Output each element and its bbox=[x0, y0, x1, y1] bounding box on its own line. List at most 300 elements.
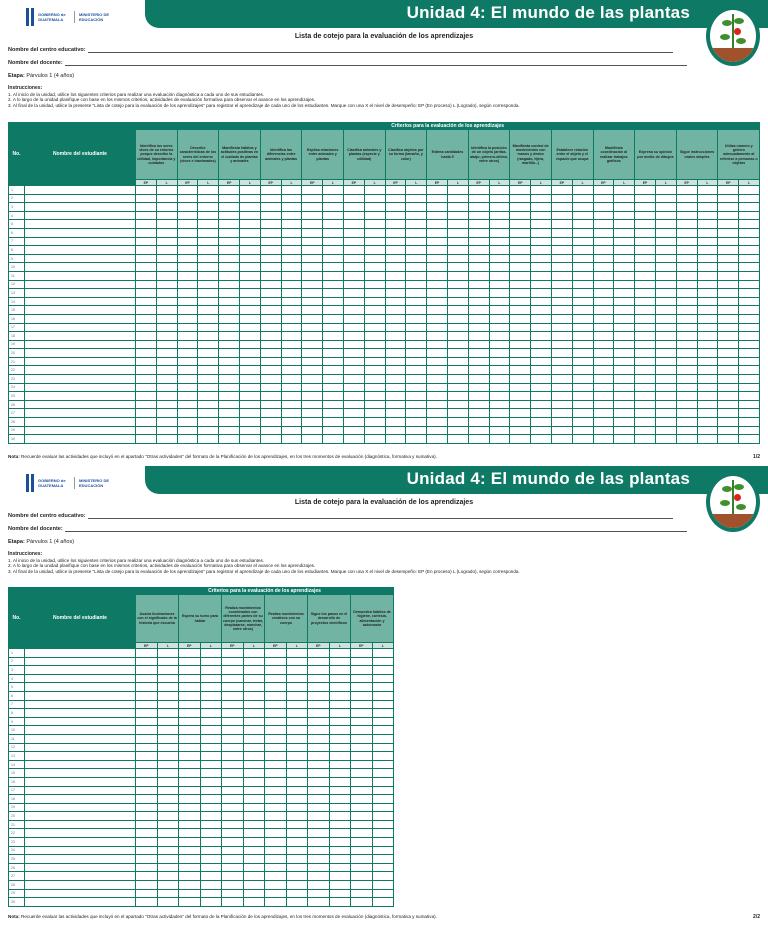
ep-checkbox-cell[interactable] bbox=[222, 829, 244, 838]
ep-checkbox-cell[interactable] bbox=[222, 838, 244, 847]
l-checkbox-cell[interactable] bbox=[697, 366, 718, 375]
ep-checkbox-cell[interactable] bbox=[265, 760, 287, 769]
ep-checkbox-cell[interactable] bbox=[676, 246, 697, 255]
l-checkbox-cell[interactable] bbox=[572, 228, 593, 237]
ep-checkbox-cell[interactable] bbox=[676, 418, 697, 427]
ep-checkbox-cell[interactable] bbox=[308, 726, 330, 735]
l-checkbox-cell[interactable] bbox=[323, 246, 344, 255]
ep-checkbox-cell[interactable] bbox=[551, 194, 572, 203]
l-checkbox-cell[interactable] bbox=[157, 838, 179, 847]
l-checkbox-cell[interactable] bbox=[329, 786, 351, 795]
l-checkbox-cell[interactable] bbox=[329, 855, 351, 864]
l-checkbox-cell[interactable] bbox=[572, 383, 593, 392]
ep-checkbox-cell[interactable] bbox=[302, 383, 323, 392]
ep-checkbox-cell[interactable] bbox=[343, 400, 364, 409]
l-checkbox-cell[interactable] bbox=[200, 709, 222, 718]
ep-checkbox-cell[interactable] bbox=[593, 186, 614, 195]
ep-checkbox-cell[interactable] bbox=[308, 803, 330, 812]
ep-checkbox-cell[interactable] bbox=[343, 237, 364, 246]
l-checkbox-cell[interactable] bbox=[198, 280, 219, 289]
l-checkbox-cell[interactable] bbox=[329, 666, 351, 675]
l-checkbox-cell[interactable] bbox=[364, 220, 385, 229]
l-checkbox-cell[interactable] bbox=[286, 700, 308, 709]
ep-checkbox-cell[interactable] bbox=[308, 700, 330, 709]
l-checkbox-cell[interactable] bbox=[406, 263, 427, 272]
student-name-cell[interactable] bbox=[25, 846, 136, 855]
l-checkbox-cell[interactable] bbox=[200, 881, 222, 890]
l-checkbox-cell[interactable] bbox=[572, 340, 593, 349]
l-checkbox-cell[interactable] bbox=[531, 306, 552, 315]
l-checkbox-cell[interactable] bbox=[329, 760, 351, 769]
l-checkbox-cell[interactable] bbox=[281, 323, 302, 332]
ep-checkbox-cell[interactable] bbox=[136, 271, 157, 280]
ep-checkbox-cell[interactable] bbox=[676, 375, 697, 384]
l-checkbox-cell[interactable] bbox=[239, 383, 260, 392]
l-checkbox-cell[interactable] bbox=[156, 263, 177, 272]
ep-checkbox-cell[interactable] bbox=[177, 366, 198, 375]
ep-checkbox-cell[interactable] bbox=[593, 246, 614, 255]
ep-checkbox-cell[interactable] bbox=[136, 726, 158, 735]
ep-checkbox-cell[interactable] bbox=[265, 649, 287, 658]
l-checkbox-cell[interactable] bbox=[329, 820, 351, 829]
l-checkbox-cell[interactable] bbox=[697, 400, 718, 409]
ep-checkbox-cell[interactable] bbox=[136, 400, 157, 409]
l-checkbox-cell[interactable] bbox=[286, 889, 308, 898]
ep-checkbox-cell[interactable] bbox=[265, 872, 287, 881]
l-checkbox-cell[interactable] bbox=[200, 846, 222, 855]
ep-checkbox-cell[interactable] bbox=[308, 846, 330, 855]
l-checkbox-cell[interactable] bbox=[697, 203, 718, 212]
l-checkbox-cell[interactable] bbox=[239, 246, 260, 255]
l-checkbox-cell[interactable] bbox=[239, 297, 260, 306]
l-checkbox-cell[interactable] bbox=[329, 657, 351, 666]
l-checkbox-cell[interactable] bbox=[614, 186, 635, 195]
ep-checkbox-cell[interactable] bbox=[179, 691, 201, 700]
ep-checkbox-cell[interactable] bbox=[510, 314, 531, 323]
l-checkbox-cell[interactable] bbox=[323, 400, 344, 409]
l-checkbox-cell[interactable] bbox=[372, 649, 394, 658]
l-checkbox-cell[interactable] bbox=[489, 400, 510, 409]
l-checkbox-cell[interactable] bbox=[372, 820, 394, 829]
l-checkbox-cell[interactable] bbox=[239, 323, 260, 332]
ep-checkbox-cell[interactable] bbox=[510, 211, 531, 220]
ep-checkbox-cell[interactable] bbox=[308, 674, 330, 683]
l-checkbox-cell[interactable] bbox=[364, 426, 385, 435]
ep-checkbox-cell[interactable] bbox=[222, 786, 244, 795]
l-checkbox-cell[interactable] bbox=[697, 435, 718, 444]
l-checkbox-cell[interactable] bbox=[531, 400, 552, 409]
l-checkbox-cell[interactable] bbox=[157, 726, 179, 735]
l-checkbox-cell[interactable] bbox=[406, 400, 427, 409]
l-checkbox-cell[interactable] bbox=[489, 332, 510, 341]
l-checkbox-cell[interactable] bbox=[286, 726, 308, 735]
ep-checkbox-cell[interactable] bbox=[136, 289, 157, 298]
ep-checkbox-cell[interactable] bbox=[260, 220, 281, 229]
ep-checkbox-cell[interactable] bbox=[179, 889, 201, 898]
ep-checkbox-cell[interactable] bbox=[302, 314, 323, 323]
ep-checkbox-cell[interactable] bbox=[302, 323, 323, 332]
l-checkbox-cell[interactable] bbox=[364, 263, 385, 272]
l-checkbox-cell[interactable] bbox=[323, 271, 344, 280]
l-checkbox-cell[interactable] bbox=[364, 211, 385, 220]
student-name-cell[interactable] bbox=[25, 752, 136, 761]
student-name-cell[interactable] bbox=[25, 829, 136, 838]
l-checkbox-cell[interactable] bbox=[200, 803, 222, 812]
l-checkbox-cell[interactable] bbox=[372, 846, 394, 855]
l-checkbox-cell[interactable] bbox=[243, 726, 265, 735]
ep-checkbox-cell[interactable] bbox=[351, 734, 373, 743]
l-checkbox-cell[interactable] bbox=[531, 228, 552, 237]
ep-checkbox-cell[interactable] bbox=[343, 332, 364, 341]
l-checkbox-cell[interactable] bbox=[243, 820, 265, 829]
l-checkbox-cell[interactable] bbox=[372, 734, 394, 743]
ep-checkbox-cell[interactable] bbox=[343, 271, 364, 280]
l-checkbox-cell[interactable] bbox=[614, 418, 635, 427]
ep-checkbox-cell[interactable] bbox=[219, 375, 240, 384]
l-checkbox-cell[interactable] bbox=[281, 280, 302, 289]
ep-checkbox-cell[interactable] bbox=[343, 246, 364, 255]
ep-checkbox-cell[interactable] bbox=[468, 211, 489, 220]
l-checkbox-cell[interactable] bbox=[198, 409, 219, 418]
ep-checkbox-cell[interactable] bbox=[219, 409, 240, 418]
student-name-cell[interactable] bbox=[25, 306, 136, 315]
ep-checkbox-cell[interactable] bbox=[635, 426, 656, 435]
student-name-cell[interactable] bbox=[25, 426, 136, 435]
ep-checkbox-cell[interactable] bbox=[265, 889, 287, 898]
ep-checkbox-cell[interactable] bbox=[302, 280, 323, 289]
ep-checkbox-cell[interactable] bbox=[308, 863, 330, 872]
l-checkbox-cell[interactable] bbox=[156, 280, 177, 289]
ep-checkbox-cell[interactable] bbox=[177, 340, 198, 349]
l-checkbox-cell[interactable] bbox=[697, 426, 718, 435]
l-checkbox-cell[interactable] bbox=[329, 881, 351, 890]
ep-checkbox-cell[interactable] bbox=[302, 289, 323, 298]
l-checkbox-cell[interactable] bbox=[447, 314, 468, 323]
ep-checkbox-cell[interactable] bbox=[179, 674, 201, 683]
l-checkbox-cell[interactable] bbox=[198, 254, 219, 263]
l-checkbox-cell[interactable] bbox=[572, 323, 593, 332]
ep-checkbox-cell[interactable] bbox=[302, 340, 323, 349]
ep-checkbox-cell[interactable] bbox=[551, 297, 572, 306]
l-checkbox-cell[interactable] bbox=[614, 280, 635, 289]
l-checkbox-cell[interactable] bbox=[364, 186, 385, 195]
l-checkbox-cell[interactable] bbox=[156, 289, 177, 298]
ep-checkbox-cell[interactable] bbox=[136, 375, 157, 384]
ep-checkbox-cell[interactable] bbox=[593, 211, 614, 220]
l-checkbox-cell[interactable] bbox=[531, 289, 552, 298]
l-checkbox-cell[interactable] bbox=[697, 306, 718, 315]
l-checkbox-cell[interactable] bbox=[156, 323, 177, 332]
l-checkbox-cell[interactable] bbox=[447, 280, 468, 289]
ep-checkbox-cell[interactable] bbox=[222, 666, 244, 675]
l-checkbox-cell[interactable] bbox=[572, 349, 593, 358]
l-checkbox-cell[interactable] bbox=[406, 228, 427, 237]
ep-checkbox-cell[interactable] bbox=[177, 246, 198, 255]
ep-checkbox-cell[interactable] bbox=[635, 194, 656, 203]
ep-checkbox-cell[interactable] bbox=[222, 683, 244, 692]
student-name-cell[interactable] bbox=[25, 700, 136, 709]
ep-checkbox-cell[interactable] bbox=[676, 306, 697, 315]
ep-checkbox-cell[interactable] bbox=[302, 332, 323, 341]
ep-checkbox-cell[interactable] bbox=[222, 674, 244, 683]
ep-checkbox-cell[interactable] bbox=[136, 777, 158, 786]
l-checkbox-cell[interactable] bbox=[286, 734, 308, 743]
ep-checkbox-cell[interactable] bbox=[468, 254, 489, 263]
l-checkbox-cell[interactable] bbox=[531, 357, 552, 366]
ep-checkbox-cell[interactable] bbox=[551, 246, 572, 255]
l-checkbox-cell[interactable] bbox=[200, 829, 222, 838]
ep-checkbox-cell[interactable] bbox=[136, 752, 158, 761]
ep-checkbox-cell[interactable] bbox=[427, 435, 448, 444]
l-checkbox-cell[interactable] bbox=[447, 375, 468, 384]
l-checkbox-cell[interactable] bbox=[243, 709, 265, 718]
ep-checkbox-cell[interactable] bbox=[593, 228, 614, 237]
l-checkbox-cell[interactable] bbox=[156, 186, 177, 195]
l-checkbox-cell[interactable] bbox=[200, 760, 222, 769]
ep-checkbox-cell[interactable] bbox=[179, 734, 201, 743]
l-checkbox-cell[interactable] bbox=[200, 657, 222, 666]
l-checkbox-cell[interactable] bbox=[243, 812, 265, 821]
l-checkbox-cell[interactable] bbox=[156, 306, 177, 315]
ep-checkbox-cell[interactable] bbox=[179, 838, 201, 847]
l-checkbox-cell[interactable] bbox=[157, 898, 179, 907]
ep-checkbox-cell[interactable] bbox=[302, 392, 323, 401]
ep-checkbox-cell[interactable] bbox=[260, 426, 281, 435]
l-checkbox-cell[interactable] bbox=[739, 271, 760, 280]
ep-checkbox-cell[interactable] bbox=[351, 795, 373, 804]
ep-checkbox-cell[interactable] bbox=[468, 220, 489, 229]
ep-checkbox-cell[interactable] bbox=[385, 263, 406, 272]
ep-checkbox-cell[interactable] bbox=[265, 709, 287, 718]
ep-checkbox-cell[interactable] bbox=[136, 220, 157, 229]
l-checkbox-cell[interactable] bbox=[156, 366, 177, 375]
ep-checkbox-cell[interactable] bbox=[635, 409, 656, 418]
l-checkbox-cell[interactable] bbox=[697, 220, 718, 229]
ep-checkbox-cell[interactable] bbox=[385, 349, 406, 358]
ep-checkbox-cell[interactable] bbox=[593, 375, 614, 384]
l-checkbox-cell[interactable] bbox=[614, 392, 635, 401]
l-checkbox-cell[interactable] bbox=[531, 383, 552, 392]
student-name-cell[interactable] bbox=[25, 734, 136, 743]
l-checkbox-cell[interactable] bbox=[286, 812, 308, 821]
ep-checkbox-cell[interactable] bbox=[343, 409, 364, 418]
l-checkbox-cell[interactable] bbox=[323, 237, 344, 246]
ep-checkbox-cell[interactable] bbox=[427, 349, 448, 358]
ep-checkbox-cell[interactable] bbox=[551, 237, 572, 246]
l-checkbox-cell[interactable] bbox=[655, 237, 676, 246]
ep-checkbox-cell[interactable] bbox=[718, 332, 739, 341]
ep-checkbox-cell[interactable] bbox=[308, 881, 330, 890]
l-checkbox-cell[interactable] bbox=[243, 691, 265, 700]
ep-checkbox-cell[interactable] bbox=[136, 280, 157, 289]
l-checkbox-cell[interactable] bbox=[200, 743, 222, 752]
l-checkbox-cell[interactable] bbox=[281, 254, 302, 263]
l-checkbox-cell[interactable] bbox=[489, 228, 510, 237]
l-checkbox-cell[interactable] bbox=[489, 194, 510, 203]
l-checkbox-cell[interactable] bbox=[281, 435, 302, 444]
l-checkbox-cell[interactable] bbox=[286, 872, 308, 881]
l-checkbox-cell[interactable] bbox=[323, 186, 344, 195]
l-checkbox-cell[interactable] bbox=[200, 777, 222, 786]
student-name-cell[interactable] bbox=[25, 726, 136, 735]
ep-checkbox-cell[interactable] bbox=[635, 297, 656, 306]
ep-checkbox-cell[interactable] bbox=[136, 674, 158, 683]
ep-checkbox-cell[interactable] bbox=[260, 400, 281, 409]
ep-checkbox-cell[interactable] bbox=[308, 777, 330, 786]
l-checkbox-cell[interactable] bbox=[489, 211, 510, 220]
l-checkbox-cell[interactable] bbox=[697, 271, 718, 280]
ep-checkbox-cell[interactable] bbox=[718, 357, 739, 366]
l-checkbox-cell[interactable] bbox=[364, 228, 385, 237]
ep-checkbox-cell[interactable] bbox=[343, 383, 364, 392]
l-checkbox-cell[interactable] bbox=[198, 375, 219, 384]
l-checkbox-cell[interactable] bbox=[157, 769, 179, 778]
l-checkbox-cell[interactable] bbox=[531, 297, 552, 306]
ep-checkbox-cell[interactable] bbox=[177, 357, 198, 366]
ep-checkbox-cell[interactable] bbox=[177, 323, 198, 332]
l-checkbox-cell[interactable] bbox=[286, 666, 308, 675]
l-checkbox-cell[interactable] bbox=[655, 220, 676, 229]
ep-checkbox-cell[interactable] bbox=[177, 228, 198, 237]
l-checkbox-cell[interactable] bbox=[572, 246, 593, 255]
l-checkbox-cell[interactable] bbox=[200, 812, 222, 821]
ep-checkbox-cell[interactable] bbox=[351, 872, 373, 881]
ep-checkbox-cell[interactable] bbox=[593, 203, 614, 212]
ep-checkbox-cell[interactable] bbox=[718, 400, 739, 409]
l-checkbox-cell[interactable] bbox=[372, 683, 394, 692]
ep-checkbox-cell[interactable] bbox=[510, 194, 531, 203]
ep-checkbox-cell[interactable] bbox=[308, 666, 330, 675]
ep-checkbox-cell[interactable] bbox=[219, 418, 240, 427]
l-checkbox-cell[interactable] bbox=[239, 349, 260, 358]
ep-checkbox-cell[interactable] bbox=[302, 357, 323, 366]
ep-checkbox-cell[interactable] bbox=[635, 263, 656, 272]
ep-checkbox-cell[interactable] bbox=[302, 194, 323, 203]
ep-checkbox-cell[interactable] bbox=[676, 220, 697, 229]
l-checkbox-cell[interactable] bbox=[243, 674, 265, 683]
l-checkbox-cell[interactable] bbox=[739, 228, 760, 237]
ep-checkbox-cell[interactable] bbox=[385, 237, 406, 246]
ep-checkbox-cell[interactable] bbox=[179, 683, 201, 692]
ep-checkbox-cell[interactable] bbox=[427, 246, 448, 255]
l-checkbox-cell[interactable] bbox=[697, 349, 718, 358]
ep-checkbox-cell[interactable] bbox=[265, 820, 287, 829]
l-checkbox-cell[interactable] bbox=[200, 872, 222, 881]
ep-checkbox-cell[interactable] bbox=[385, 220, 406, 229]
l-checkbox-cell[interactable] bbox=[372, 898, 394, 907]
l-checkbox-cell[interactable] bbox=[489, 186, 510, 195]
ep-checkbox-cell[interactable] bbox=[351, 803, 373, 812]
ep-checkbox-cell[interactable] bbox=[222, 898, 244, 907]
l-checkbox-cell[interactable] bbox=[200, 838, 222, 847]
ep-checkbox-cell[interactable] bbox=[718, 392, 739, 401]
ep-checkbox-cell[interactable] bbox=[265, 812, 287, 821]
ep-checkbox-cell[interactable] bbox=[219, 357, 240, 366]
student-name-cell[interactable] bbox=[25, 271, 136, 280]
l-checkbox-cell[interactable] bbox=[489, 271, 510, 280]
l-checkbox-cell[interactable] bbox=[406, 306, 427, 315]
l-checkbox-cell[interactable] bbox=[323, 392, 344, 401]
ep-checkbox-cell[interactable] bbox=[551, 418, 572, 427]
l-checkbox-cell[interactable] bbox=[286, 674, 308, 683]
ep-checkbox-cell[interactable] bbox=[136, 889, 158, 898]
l-checkbox-cell[interactable] bbox=[243, 872, 265, 881]
ep-checkbox-cell[interactable] bbox=[676, 349, 697, 358]
l-checkbox-cell[interactable] bbox=[372, 795, 394, 804]
l-checkbox-cell[interactable] bbox=[198, 357, 219, 366]
ep-checkbox-cell[interactable] bbox=[468, 271, 489, 280]
l-checkbox-cell[interactable] bbox=[531, 254, 552, 263]
student-name-cell[interactable] bbox=[25, 418, 136, 427]
ep-checkbox-cell[interactable] bbox=[635, 306, 656, 315]
l-checkbox-cell[interactable] bbox=[329, 709, 351, 718]
l-checkbox-cell[interactable] bbox=[243, 838, 265, 847]
l-checkbox-cell[interactable] bbox=[739, 366, 760, 375]
ep-checkbox-cell[interactable] bbox=[136, 211, 157, 220]
ep-checkbox-cell[interactable] bbox=[308, 743, 330, 752]
ep-checkbox-cell[interactable] bbox=[718, 246, 739, 255]
ep-checkbox-cell[interactable] bbox=[718, 314, 739, 323]
l-checkbox-cell[interactable] bbox=[406, 280, 427, 289]
ep-checkbox-cell[interactable] bbox=[427, 409, 448, 418]
l-checkbox-cell[interactable] bbox=[239, 254, 260, 263]
ep-checkbox-cell[interactable] bbox=[343, 228, 364, 237]
l-checkbox-cell[interactable] bbox=[281, 271, 302, 280]
ep-checkbox-cell[interactable] bbox=[179, 863, 201, 872]
l-checkbox-cell[interactable] bbox=[655, 392, 676, 401]
ep-checkbox-cell[interactable] bbox=[593, 383, 614, 392]
ep-checkbox-cell[interactable] bbox=[635, 375, 656, 384]
ep-checkbox-cell[interactable] bbox=[343, 349, 364, 358]
l-checkbox-cell[interactable] bbox=[281, 246, 302, 255]
ep-checkbox-cell[interactable] bbox=[136, 203, 157, 212]
l-checkbox-cell[interactable] bbox=[281, 220, 302, 229]
l-checkbox-cell[interactable] bbox=[572, 409, 593, 418]
ep-checkbox-cell[interactable] bbox=[302, 297, 323, 306]
l-checkbox-cell[interactable] bbox=[614, 409, 635, 418]
ep-checkbox-cell[interactable] bbox=[676, 289, 697, 298]
l-checkbox-cell[interactable] bbox=[697, 409, 718, 418]
l-checkbox-cell[interactable] bbox=[614, 366, 635, 375]
ep-checkbox-cell[interactable] bbox=[385, 323, 406, 332]
ep-checkbox-cell[interactable] bbox=[343, 340, 364, 349]
ep-checkbox-cell[interactable] bbox=[343, 263, 364, 272]
ep-checkbox-cell[interactable] bbox=[718, 409, 739, 418]
l-checkbox-cell[interactable] bbox=[447, 426, 468, 435]
l-checkbox-cell[interactable] bbox=[372, 863, 394, 872]
ep-checkbox-cell[interactable] bbox=[385, 332, 406, 341]
l-checkbox-cell[interactable] bbox=[323, 211, 344, 220]
ep-checkbox-cell[interactable] bbox=[177, 237, 198, 246]
ep-checkbox-cell[interactable] bbox=[635, 203, 656, 212]
ep-checkbox-cell[interactable] bbox=[427, 357, 448, 366]
l-checkbox-cell[interactable] bbox=[406, 211, 427, 220]
ep-checkbox-cell[interactable] bbox=[385, 409, 406, 418]
l-checkbox-cell[interactable] bbox=[157, 700, 179, 709]
ep-checkbox-cell[interactable] bbox=[177, 280, 198, 289]
ep-checkbox-cell[interactable] bbox=[136, 657, 158, 666]
ep-checkbox-cell[interactable] bbox=[351, 717, 373, 726]
ep-checkbox-cell[interactable] bbox=[265, 657, 287, 666]
l-checkbox-cell[interactable] bbox=[447, 263, 468, 272]
l-checkbox-cell[interactable] bbox=[697, 418, 718, 427]
ep-checkbox-cell[interactable] bbox=[676, 280, 697, 289]
l-checkbox-cell[interactable] bbox=[614, 332, 635, 341]
ep-checkbox-cell[interactable] bbox=[265, 726, 287, 735]
l-checkbox-cell[interactable] bbox=[157, 872, 179, 881]
l-checkbox-cell[interactable] bbox=[200, 795, 222, 804]
ep-checkbox-cell[interactable] bbox=[179, 700, 201, 709]
